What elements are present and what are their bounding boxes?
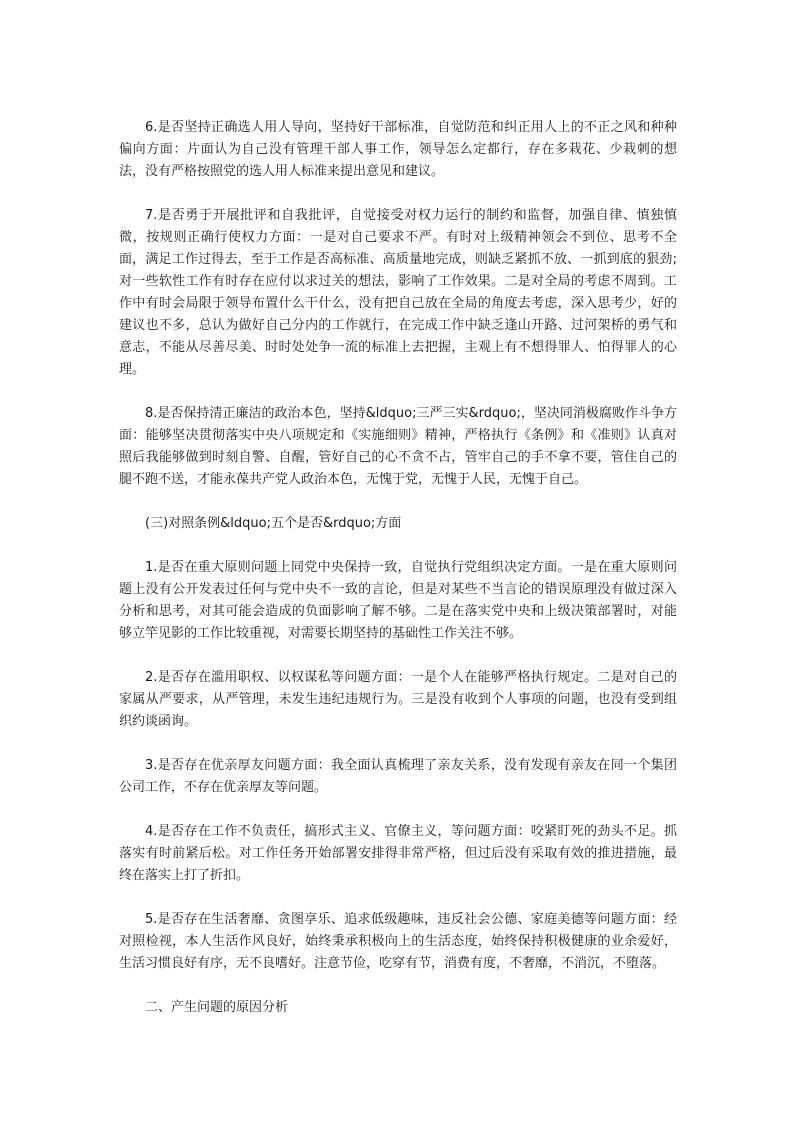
paragraph-item-4: 4.是否存在工作不负责任，搞形式主义、官僚主义，等问题方面：咬紧盯死的劲头不足。抓落实有时前紧后松。对工作任务开始部署安排得非常严格，但过后没有采取有效的推进措施，最终在落实上打了折扣。 — [119, 824, 677, 883]
paragraph-item-5: 5.是否存在生活奢靡、贪图享乐、追求低级趣味，违反社会公德、家庭美德等问题方面：经对照检视，本人生活作风良好，始终秉承积极向上的生活态度，始终保持积极健康的业余爱好，生活习惯良好有序，无不良嗜好。注意节俭，吃穿有节，消费有度，不奢靡，不消沉，不堕落。 — [119, 912, 677, 971]
paragraph-item-3: 3.是否存在优亲厚友问题方面：我全面认真梳理了亲友关系，没有发现有亲友在同一个集团公司工作，不存在优亲厚友等问题。 — [119, 758, 677, 795]
paragraph-item-8: 8.是否保持清正廉洁的政治本色，坚持&ldquo;三严三实&rdquo;，坚决同消极腐败作斗争方面：能够坚决贯彻落实中央八项规定和《实施细则》精神，严格执行《条例》和《准则》认真对照后我能够做到时刻自警、自醒，管好自己的心不贪不占，管牢自己的手不拿不要，管住自己的腿不跑不送，才能永葆共产党人政治本色，无愧于党，无愧于人民，无愧于自己。 — [119, 406, 677, 487]
document-page — [119, 117, 677, 1041]
paragraph-item-2: 2.是否存在滥用职权、以权谋私等问题方面：一是个人在能够严格执行规定。二是对自己的家属从严要求，从严管理，未发生违纪违规行为。三是没有收到个人事项的问题，也没有受到组织约谈函询。 — [119, 670, 677, 729]
section-heading-three: (三)对照条例&ldquo;五个是否&rdquo;方面 — [145, 516, 402, 531]
paragraph-item-1: 1.是否在重大原则问题上同党中央保持一致，自觉执行党组织决定方面。一是在重大原则问题上没有公开发表过任何与党中央不一致的言论，但是对某些不当言论的错误原理没有做过深入分析和思考，对其可能会造成的负面影响了解不够。二是在落实党中央和上级决策部署时，对能够立竿见影的工作比较重视，对需要长期坚持的基础性工作关注不够。 — [119, 560, 677, 641]
section-heading-two: 二、产生问题的原因分析 — [145, 1000, 289, 1015]
paragraph-item-7: 7.是否勇于开展批评和自我批评，自觉接受对权力运行的制约和监督，加强自律、慎独慎微，按规则正确行使权力方面：一是对自己要求不严。有时对上级精神领会不到位、思考不全面，满足工作过得去，至于工作是否高标准、高质量地完成，则缺乏紧抓不放、一抓到底的狠劲;对一些软性工作有时存在应付以求过关的想法，影响了工作效果。二是对全局的考虑不周到。工作中有时会局限于领导布置什么干什么，没有把自己放在全局的角度去考虑，深入思考少，好的建议也不多，总认为做好自己分内的工作就行，在完成工作中缺乏逢山开路、过河架桥的勇气和意志，不能从尽善尽美、时时处处争一流的标准上去把握，主观上有不想得罪人、怕得罪人的心理。 — [119, 208, 677, 377]
paragraph-item-6: 6.是否坚持正确选人用人导向，坚持好干部标准，自觉防范和纠正用人上的不正之风和种种偏向方面：片面认为自己没有管理干部人事工作，领导怎么定都行，存在多栽花、少栽刺的想法，没有严格按照党的选人用人标准来提出意见和建议。 — [119, 120, 677, 179]
